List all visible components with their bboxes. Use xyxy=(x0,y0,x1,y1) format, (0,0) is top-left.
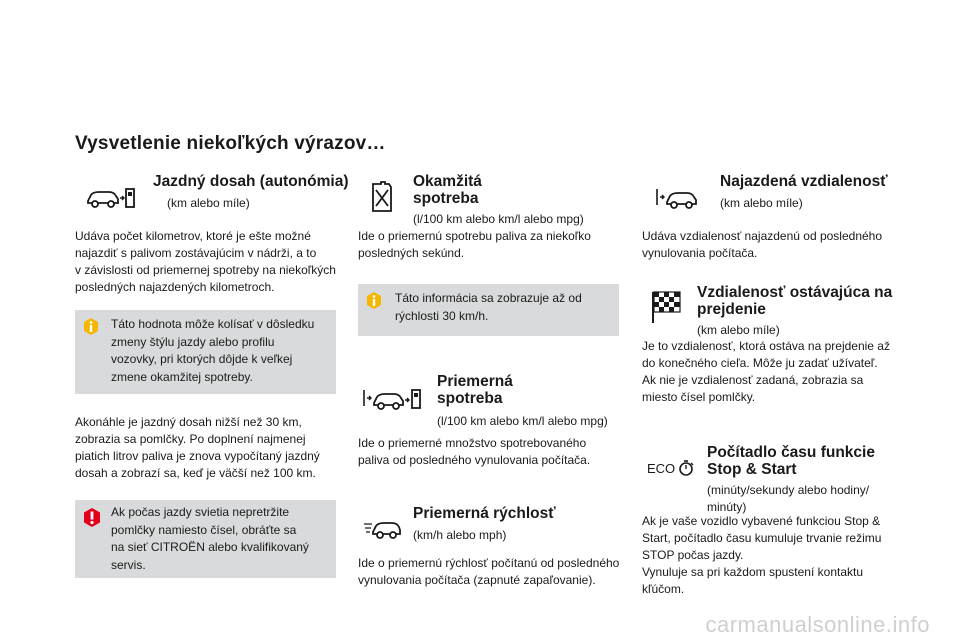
distance-remaining-unit: (km alebo míle) xyxy=(697,323,780,337)
average-speed-heading: Priemerná rýchlosť xyxy=(413,505,556,522)
average-speed-unit: (km/h alebo mph) xyxy=(413,528,507,542)
average-speed-icon xyxy=(362,518,402,540)
range-info-text: Táto hodnota môže kolísať v dôsledku zmeny štýlu jazdy alebo profilu vozovky, pri ktorých dôjde k veľkej zmene okamžitej spotreby. xyxy=(111,317,315,384)
distance-travelled-unit: (km alebo míle) xyxy=(720,196,803,210)
stop-start-heading: Počítadlo času funkcie Stop & Start xyxy=(707,444,875,478)
checkered-flag-icon xyxy=(650,290,682,324)
info-icon xyxy=(83,318,99,335)
distance-remaining-heading: Vzdialenosť ostávajúca na prejdenie xyxy=(697,284,893,318)
average-consumption-heading: Priemerná spotreba xyxy=(437,373,513,407)
stop-start-description: Ak je vaše vozidlo vybavené funkciou Stop & Start, počítadlo času kumuluje trvanie režimu STOP počas jazdy. Vynuluje sa pri každom spustení kontaktu kľúčom. xyxy=(642,514,882,596)
distance-remaining-description: Je to vzdialenosť, ktorá ostáva na prejdenie až do konečného cieľa. Môže ju zadať užívateľ. Ak nie je vzdialenosť zadaná, zobrazia sa miesto čísel pomlčky. xyxy=(642,339,890,404)
instant-info-text: Táto informácia sa zobrazuje až od rýchlosti 30 km/h. xyxy=(395,291,582,323)
range-warning-text: Ak počas jazdy svietia nepretržite pomlčky namiesto čísel, obráťte sa na sieť CITROËN alebo kvalifikovaný servis. xyxy=(111,505,309,572)
range-description: Udáva počet kilometrov, ktoré je ešte možné najazdiť s palivom zostávajúcim v nádrži, a to v závislosti od priemernej spotreby na niekoľkých posledných najazdených kilometroch. xyxy=(75,229,336,294)
instant-info-note xyxy=(358,284,619,336)
stop-start-unit: (minúty/sekundy alebo hodiny/ minúty) xyxy=(707,483,870,514)
average-consumption-icon xyxy=(362,386,426,412)
eco-stop-start-icon xyxy=(647,458,695,478)
distance-travelled-description: Udáva vzdialenosť najazdenú od posledného vynulovania počítača. xyxy=(642,229,883,260)
range-info-note xyxy=(75,310,336,394)
instant-consumption-description: Ide o priemernú spotrebu paliva za niekoľko posledných sekúnd. xyxy=(358,229,591,260)
range-heading: Jazdný dosah (autonómia) xyxy=(153,173,349,190)
info-icon xyxy=(366,292,382,309)
page-title: Vysvetlenie niekoľkých výrazov… xyxy=(75,133,386,154)
range-warning-note xyxy=(75,500,336,578)
average-speed-description: Ide o priemernú rýchlosť počítanú od posledného vynulovania počítača (zapnuté zapaľovanie). xyxy=(358,556,620,587)
range-low-description: Akonáhle je jazdný dosah nižší než 30 km, zobrazia sa pomlčky. Po doplnení najmenej piatich litrov paliva je znova vypočítaný jazdný dosah a zobrazí sa, keď je väčší než 100 km. xyxy=(75,415,320,480)
warning-icon xyxy=(83,508,101,527)
range-unit: (km alebo míle) xyxy=(167,196,250,210)
fuel-pump-crossed-icon xyxy=(369,180,395,214)
average-consumption-description: Ide o priemerné množstvo spotrebovaného paliva od posledného vynulovania počítača. xyxy=(358,436,591,467)
instant-consumption-heading: Okamžitá spotreba xyxy=(413,173,482,207)
watermark: carmanualsonline.info xyxy=(705,612,930,637)
average-consumption-unit: (l/100 km alebo km/l alebo mpg) xyxy=(437,414,608,428)
distance-travelled-icon xyxy=(655,185,701,211)
instant-consumption-unit: (l/100 km alebo km/l alebo mpg) xyxy=(413,212,584,226)
eco-label: ECO xyxy=(647,461,676,476)
car-fuel-pump-icon xyxy=(85,185,137,211)
distance-travelled-heading: Najazdená vzdialenosť xyxy=(720,173,888,190)
